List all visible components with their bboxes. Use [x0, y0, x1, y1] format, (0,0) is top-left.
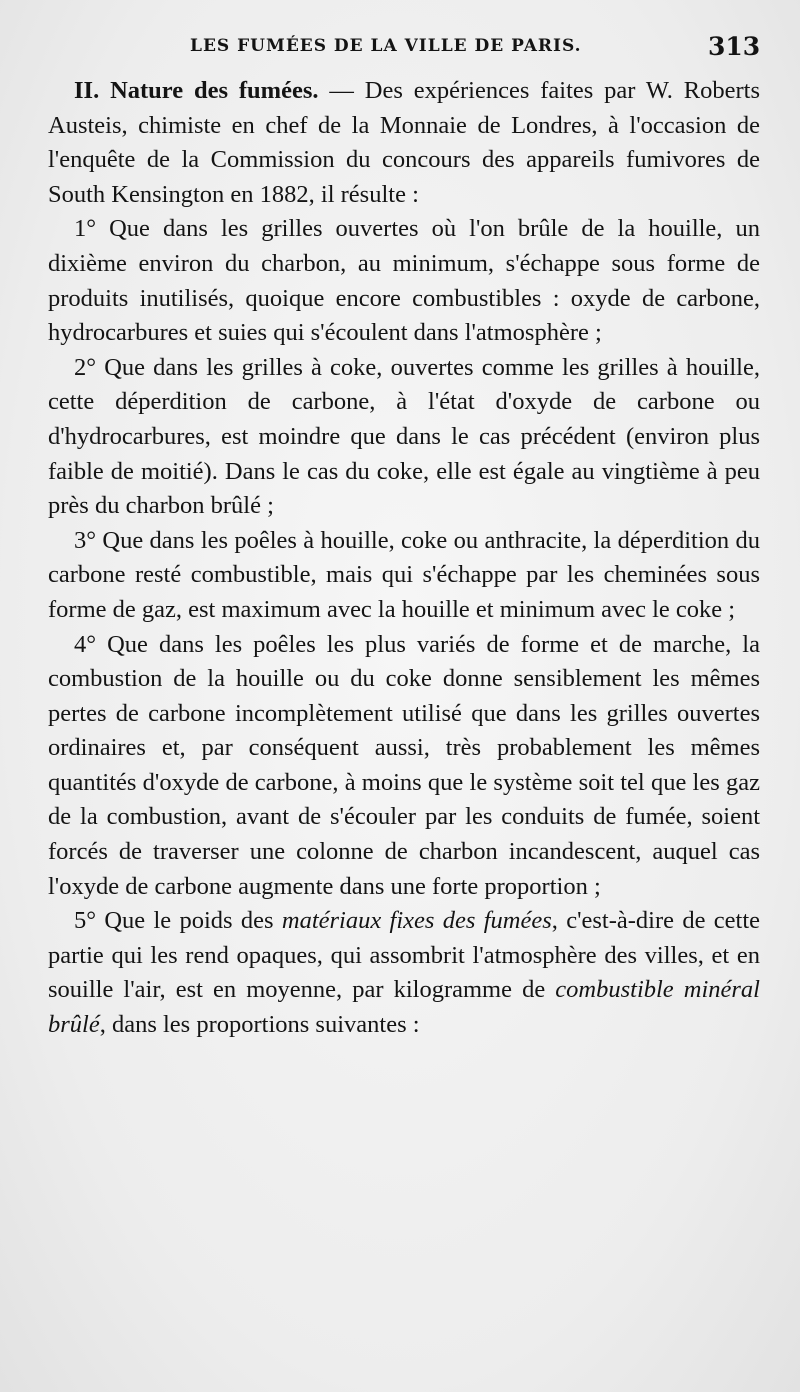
- body-text: [48, 74, 760, 1043]
- item-5-part-3: , dans les proportions suivantes :: [99, 1011, 420, 1039]
- paragraph-item-1: 1° Que dans les grilles ouvertes où l'on brûle de la houille, un dixième environ du charbon, au minimum, s'échappe sous forme de produits inutilisés, quoique encore combustibles : oxyde de carbone, hydrocarbures et suies qui s'écoulent dans l'atmosphère ;: [48, 215, 760, 347]
- paragraph-item-4: 4° Que dans les poêles les plus variés de forme et de marche, la combustion de la houille ou du coke donne sensiblement les mêmes pertes de carbone incomplètement utilisé que dans les grilles ouvertes ordinaires et, par conséquent aussi, très probablement les mêmes quantités d'oxyde de carbone, à moins que le système soit tel que les gaz de la combustion, avant de s'écouler par les conduits de fumée, soient forcés de traverser une colonne de charbon incandescent, auquel cas l'oxyde de carbone augmente dans une forte proportion ;: [48, 630, 760, 900]
- paragraph-item-3: 3° Que dans les poêles à houille, coke ou anthracite, la déperdition du carbone resté combustible, mais qui s'échappe par les cheminées sous forme de gaz, est maximum avec la houille et minimum avec le coke ;: [48, 526, 760, 623]
- intro-paragraph: [48, 74, 760, 212]
- item-5-italic-1: matériaux fixes des fumées: [281, 907, 552, 935]
- paragraph-item-5: [48, 904, 760, 1042]
- intro-text: — Des expériences faites par W. Roberts Austeis, chimiste en chef de la Monnaie de Londres, à l'occasion de l'enquête de la Commission du concours des appareils fumivores de South Kensington en 1882, il résulte :: [48, 77, 760, 208]
- paragraph-item-2: 2° Que dans les grilles à coke, ouvertes comme les grilles à houille, cette déperdition de carbone, à l'état d'oxyde de carbone ou d'hydrocarbures, est moindre que dans le cas précédent (environ plus faible de moitié). Dans le cas du coke, elle est égale au vingtième à peu près du charbon brûlé ;: [48, 353, 760, 520]
- item-5-part-1: 5° Que le poids des: [74, 907, 282, 935]
- section-heading: II. Nature des fumées.: [74, 77, 319, 104]
- running-title: LES FUMÉES DE LA VILLE DE PARIS.: [190, 36, 582, 56]
- item-5-part-2: , c'est-à-dire de cette partie qui les rend opaques, qui assombrit l'atmosphère des villes, et en souille l'air, est en moyenne, par kilogramme de: [48, 907, 761, 1004]
- page-header: [0, 30, 800, 66]
- item-5-italic-2: combustible minéral brûlé: [48, 976, 760, 1039]
- page-number: 313: [708, 32, 761, 61]
